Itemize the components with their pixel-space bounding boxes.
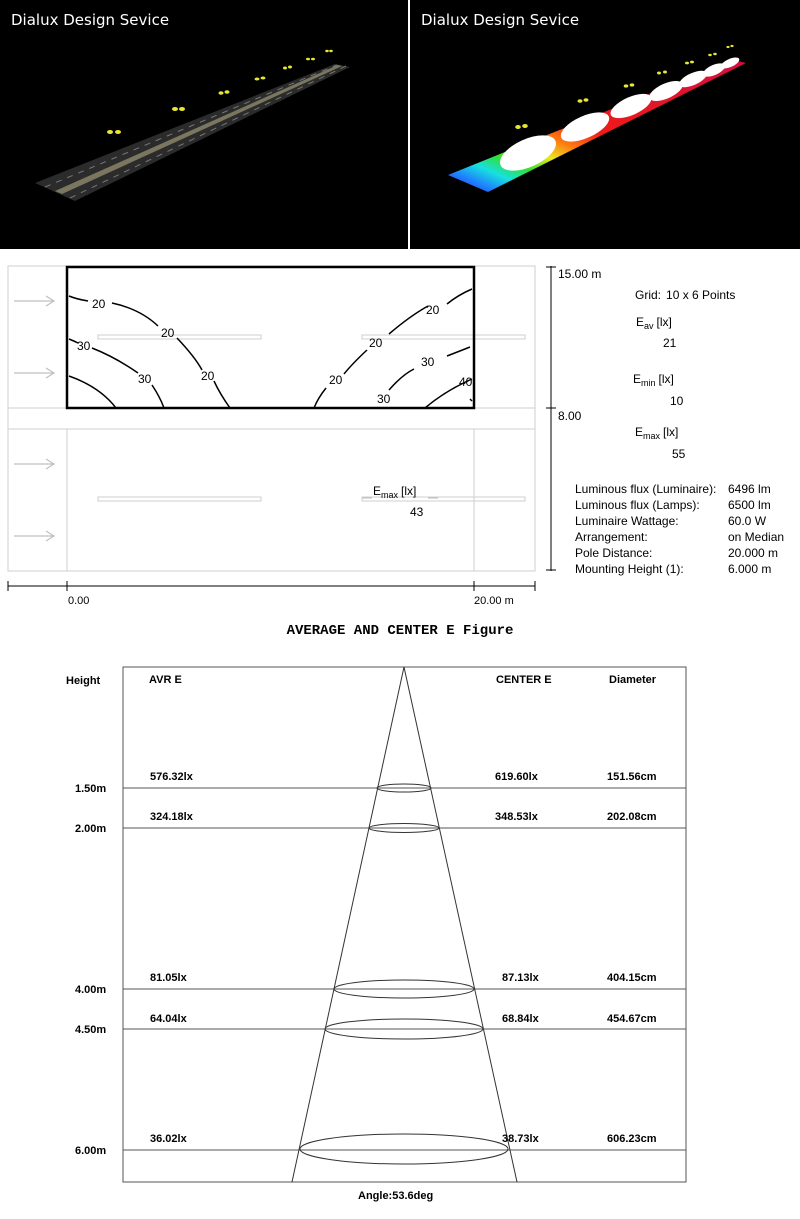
spec-label: Arrangement: <box>575 530 648 544</box>
contour-label: 20 <box>426 303 440 317</box>
contour-label: 20 <box>329 373 343 387</box>
lane-mark <box>98 335 261 339</box>
col-diameter: Diameter <box>609 674 657 686</box>
isolux-contours <box>69 289 472 408</box>
arrow-right-icon <box>14 531 54 541</box>
road-render <box>0 0 408 249</box>
cone-frame <box>123 667 686 1182</box>
row-height: 4.00m <box>75 984 107 996</box>
col-avr: AVR E <box>149 674 182 686</box>
traffic-arrows <box>14 296 54 541</box>
contour-label: 20 <box>369 336 383 350</box>
dim-top: 15.00 m <box>558 267 602 281</box>
emax-symbol: $E_{max}$ [lx] <box>635 425 679 441</box>
spec-label: Luminous flux (Luminaire): <box>575 482 717 496</box>
luminaire-specs <box>575 482 784 576</box>
emin-value: 10 <box>670 394 684 408</box>
cone-angle: Angle:53.6deg <box>358 1190 434 1202</box>
row-center: 38.73lx <box>502 1133 539 1145</box>
road-median <box>55 65 342 194</box>
contour-label: 20 <box>161 326 175 340</box>
eav-symbol: $E_{av}$ [lx] <box>636 315 672 331</box>
contour-label: 30 <box>377 392 391 406</box>
spec-value: 60.0 W <box>728 514 767 528</box>
row-avr: 64.04lx <box>150 1013 187 1025</box>
row-diameter: 454.67cm <box>607 1013 657 1025</box>
hotspots <box>495 55 741 178</box>
arrow-right-icon <box>14 296 54 306</box>
row-diameter: 202.08cm <box>607 811 657 823</box>
row-avr: 324.18lx <box>150 811 193 823</box>
median-strip <box>8 408 535 429</box>
dim-left: 0.00 <box>68 595 90 607</box>
height-lines <box>123 788 686 1150</box>
arrow-right-icon <box>14 368 54 378</box>
contour-label: 40 <box>459 375 473 389</box>
spec-label: Mounting Height (1): <box>575 562 684 576</box>
grid-value: 10 x 6 Points <box>666 288 736 302</box>
spec-value: 6.000 m <box>728 562 772 576</box>
dim-right: 20.00 m <box>474 595 514 607</box>
row-avr: 576.32lx <box>150 771 193 783</box>
spec-value: 20.000 m <box>728 546 779 560</box>
calculation-field <box>67 267 474 408</box>
dim-mid: 8.00 <box>558 409 582 423</box>
cone-title: AVERAGE AND CENTER E Figure <box>286 623 514 639</box>
spec-label: Pole Distance: <box>575 546 653 560</box>
col-center: CENTER E <box>496 674 552 686</box>
row-height: 2.00m <box>75 823 107 835</box>
row-diameter: 606.23cm <box>607 1133 657 1145</box>
spec-value: 6496 lm <box>728 482 771 496</box>
emax-symbol: $E_{max}$ [lx] <box>373 484 417 500</box>
emax-value: 43 <box>410 505 424 519</box>
row-avr: 81.05lx <box>150 972 187 984</box>
lane-mark <box>98 497 261 501</box>
col-height: Height <box>66 675 101 687</box>
grid-label: Grid: <box>635 288 662 302</box>
plan-view <box>0 249 800 620</box>
lower-road-outline <box>8 429 535 571</box>
row-diameter: 151.56cm <box>607 771 657 783</box>
row-diameter: 404.15cm <box>607 972 657 984</box>
row-center: 619.60lx <box>495 771 538 783</box>
row-center: 87.13lx <box>502 972 539 984</box>
row-avr: 36.02lx <box>150 1133 187 1145</box>
stats-panel <box>633 288 735 461</box>
contour-label: 20 <box>201 369 215 383</box>
render-panel-false-color <box>410 0 800 249</box>
emin-symbol: $E_{min}$ [lx] <box>633 372 674 388</box>
spec-label: Luminous flux (Lamps): <box>575 498 700 512</box>
spec-value: 6500 lm <box>728 498 771 512</box>
contour-label: 20 <box>92 297 106 311</box>
eav-value: 21 <box>663 336 677 350</box>
row-center: 348.53lx <box>495 811 538 823</box>
row-height: 4.50m <box>75 1024 107 1036</box>
svg-text:Grid:10 x 6 Points <box>635 288 735 302</box>
render-panel-road <box>0 0 408 249</box>
row-height: 1.50m <box>75 783 107 795</box>
spec-label: Luminaire Wattage: <box>575 514 679 528</box>
arrow-right-icon <box>14 459 54 469</box>
row-center: 68.84lx <box>502 1013 539 1025</box>
panel-title: Dialux Design Sevice <box>11 11 170 29</box>
panel-title: Dialux Design Sevice <box>421 11 580 29</box>
false-color-render <box>410 0 800 249</box>
lane-mark <box>362 335 525 339</box>
contour-label: 30 <box>77 339 91 353</box>
contour-label: 30 <box>138 372 152 386</box>
contour-label: 30 <box>421 355 435 369</box>
row-height: 6.00m <box>75 1145 107 1157</box>
emax-value: 55 <box>672 447 686 461</box>
spec-value: on Median <box>728 530 785 544</box>
light-cone <box>292 667 517 1182</box>
cone-diagram <box>0 660 800 1219</box>
